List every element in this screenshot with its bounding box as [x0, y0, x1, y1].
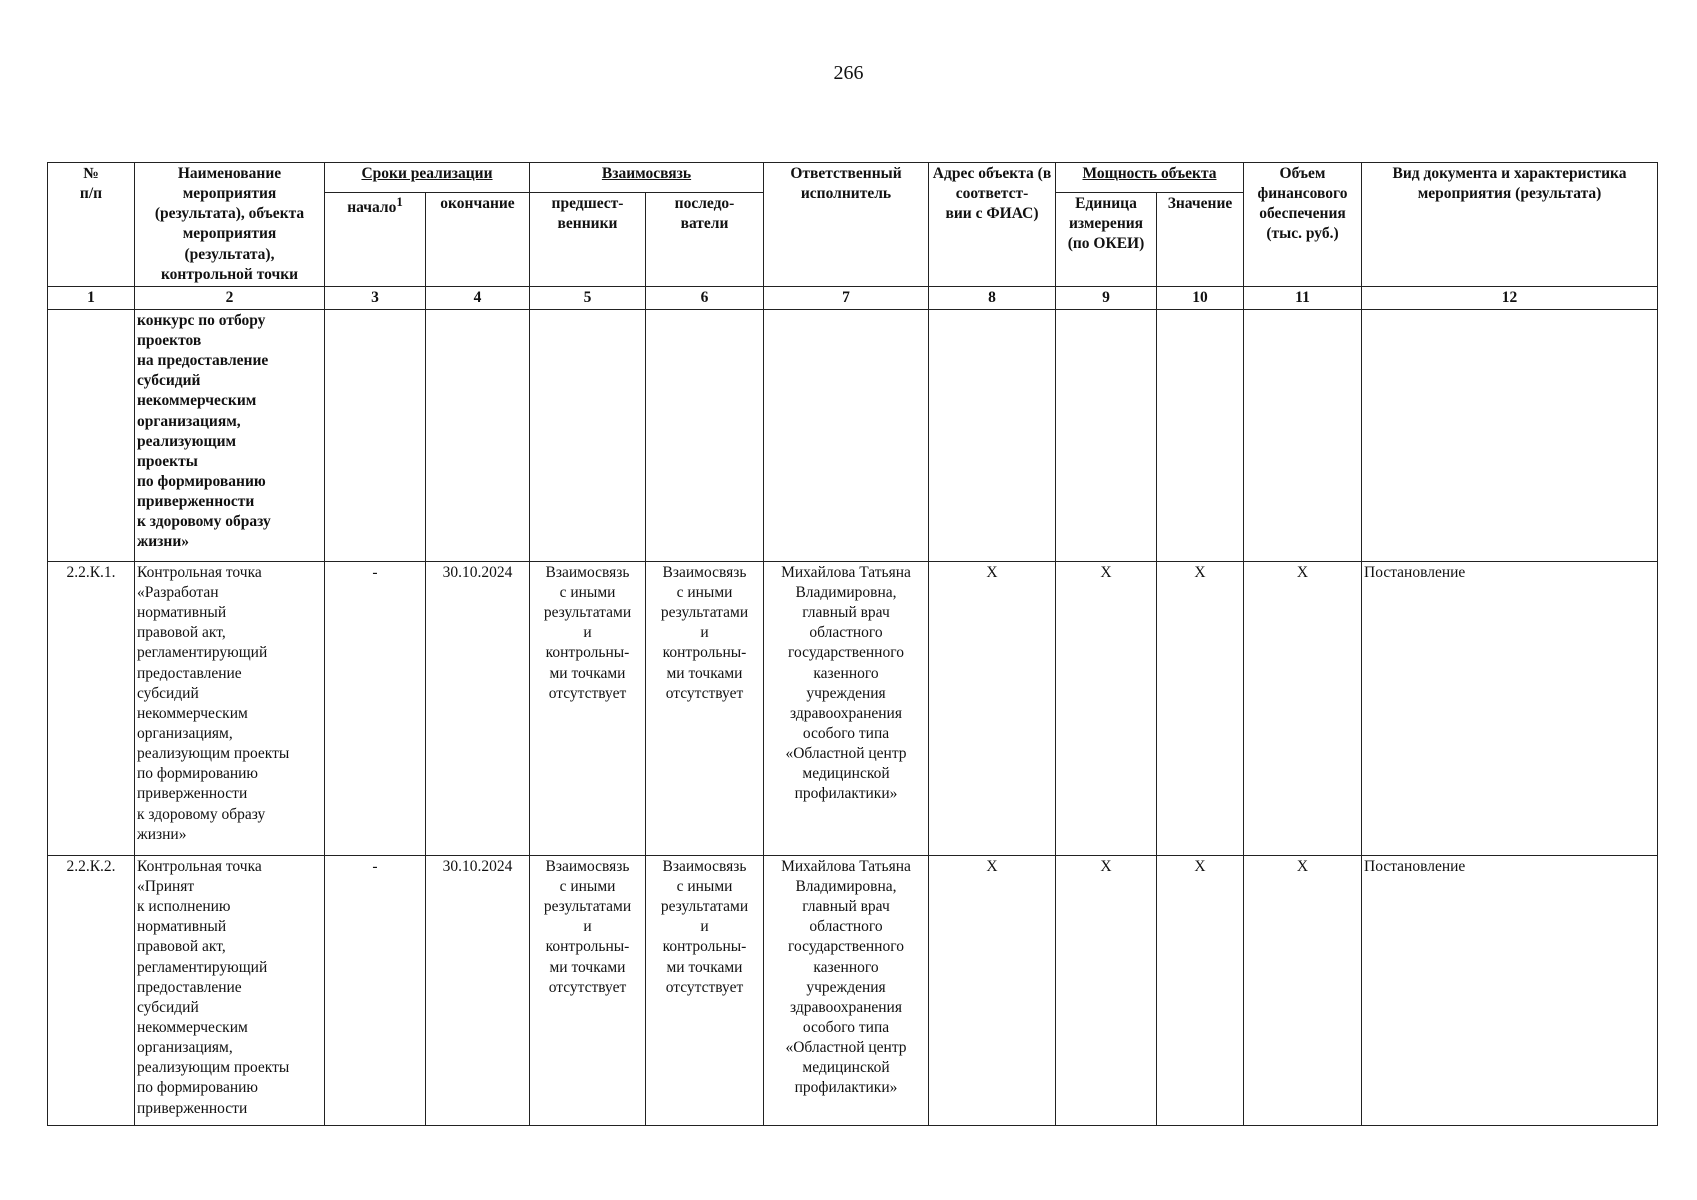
- row-addr-cell: Х: [929, 855, 1056, 1125]
- row-number-cell: 2.2.К.1.: [48, 561, 135, 855]
- continuation-name-cell: конкурс по отбору проектов на предоставление субсидий некоммерческим организациям, реализующим проекты по формированию приверженности к здоровому образу жизни»: [135, 309, 325, 561]
- row-addr-cell: Х: [929, 561, 1056, 855]
- table-cell: [426, 309, 530, 561]
- header-col-value: Значение: [1157, 192, 1244, 286]
- row-succ-cell: Взаимосвязь с иными результатами и контрольны- ми точками отсутствует: [646, 855, 764, 1125]
- row-finance-cell: Х: [1244, 561, 1362, 855]
- column-number: 9: [1056, 286, 1157, 309]
- header-group-terms: Сроки реализации: [325, 163, 530, 193]
- table-cell: [1362, 309, 1658, 561]
- table-cell: [530, 309, 646, 561]
- header-col-addr: Адрес объекта (в соответст- вии с ФИАС): [929, 163, 1056, 287]
- column-number: 5: [530, 286, 646, 309]
- row-start-cell: -: [325, 855, 426, 1125]
- header-col-start: [325, 192, 426, 286]
- row-resp-cell: Михайлова Татьяна Владимировна, главный врач областного государственного казенного учреждения здравоохранения особого типа «Областной центр медицинской профилактики»: [764, 561, 929, 855]
- header-col-pred: предшест- венники: [530, 192, 646, 286]
- row-doc-cell: Постановление: [1362, 855, 1658, 1125]
- row-pred-cell: Взаимосвязь с иными результатами и контрольны- ми точками отсутствует: [530, 561, 646, 855]
- header-col-succ: последо- ватели: [646, 192, 764, 286]
- row-end-cell: 30.10.2024: [426, 561, 530, 855]
- column-number-row: [48, 286, 1658, 309]
- row-value-cell: Х: [1157, 855, 1244, 1125]
- table-cell: [1244, 309, 1362, 561]
- table-cell: [1157, 309, 1244, 561]
- header-col-num: № п/п: [48, 163, 135, 287]
- footnote-marker: 1: [396, 193, 403, 209]
- row-name-cell: Контрольная точка «Принят к исполнению нормативный правовой акт, регламентирующий предоставление субсидий некоммерческим организациям, реализующим проекты по формированию приверженности: [135, 855, 325, 1125]
- header-col-start-label: начало: [347, 199, 397, 216]
- column-number: 12: [1362, 286, 1658, 309]
- column-number: 1: [48, 286, 135, 309]
- header-col-end: окончание: [426, 192, 530, 286]
- row-resp-cell: Михайлова Татьяна Владимировна, главный врач областного государственного казенного учреждения здравоохранения особого типа «Областной центр медицинской профилактики»: [764, 855, 929, 1125]
- header-group-link: Взаимосвязь: [530, 163, 764, 193]
- header-group-capacity: Мощность объекта: [1056, 163, 1244, 193]
- column-number: 8: [929, 286, 1056, 309]
- header-col-doc: Вид документа и характеристика мероприятия (результата): [1362, 163, 1658, 287]
- row-pred-cell: Взаимосвязь с иными результатами и контрольны- ми точками отсутствует: [530, 855, 646, 1125]
- row-name-cell: Контрольная точка «Разработан нормативный правовой акт, регламентирующий предоставление субсидий некоммерческим организациям, реализующим проекты по формированию приверженности к здоровому образу жизни»: [135, 561, 325, 855]
- row-number-cell: 2.2.К.2.: [48, 855, 135, 1125]
- table-cell: [764, 309, 929, 561]
- row-finance-cell: Х: [1244, 855, 1362, 1125]
- column-number: 4: [426, 286, 530, 309]
- row-end-cell: 30.10.2024: [426, 855, 530, 1125]
- row-unit-cell: Х: [1056, 855, 1157, 1125]
- measures-table: [47, 162, 1658, 1126]
- header-col-unit: Единица измерения (по ОКЕИ): [1056, 192, 1157, 286]
- row-start-cell: -: [325, 561, 426, 855]
- table-cell: [646, 309, 764, 561]
- header-col-resp: Ответственный исполнитель: [764, 163, 929, 287]
- table-cell: [325, 309, 426, 561]
- table-cell: [929, 309, 1056, 561]
- column-number: 7: [764, 286, 929, 309]
- table-cell: [1056, 309, 1157, 561]
- row-value-cell: Х: [1157, 561, 1244, 855]
- header-col-name: Наименование мероприятия (результата), объекта мероприятия (результата), контрольной точки: [135, 163, 325, 287]
- header-row-1: [48, 163, 1658, 193]
- row-unit-cell: Х: [1056, 561, 1157, 855]
- row-doc-cell: Постановление: [1362, 561, 1658, 855]
- column-number: 2: [135, 286, 325, 309]
- table-cell: [48, 309, 135, 561]
- table-row: [48, 855, 1658, 1125]
- page-number: 266: [833, 62, 864, 84]
- header-col-finance: Объем финансового обеспечения (тыс. руб.): [1244, 163, 1362, 287]
- column-number: 3: [325, 286, 426, 309]
- column-number: 10: [1157, 286, 1244, 309]
- continuation-row: [48, 309, 1658, 561]
- row-succ-cell: Взаимосвязь с иными результатами и контрольны- ми точками отсутствует: [646, 561, 764, 855]
- column-number: 11: [1244, 286, 1362, 309]
- table-row: [48, 561, 1658, 855]
- column-number: 6: [646, 286, 764, 309]
